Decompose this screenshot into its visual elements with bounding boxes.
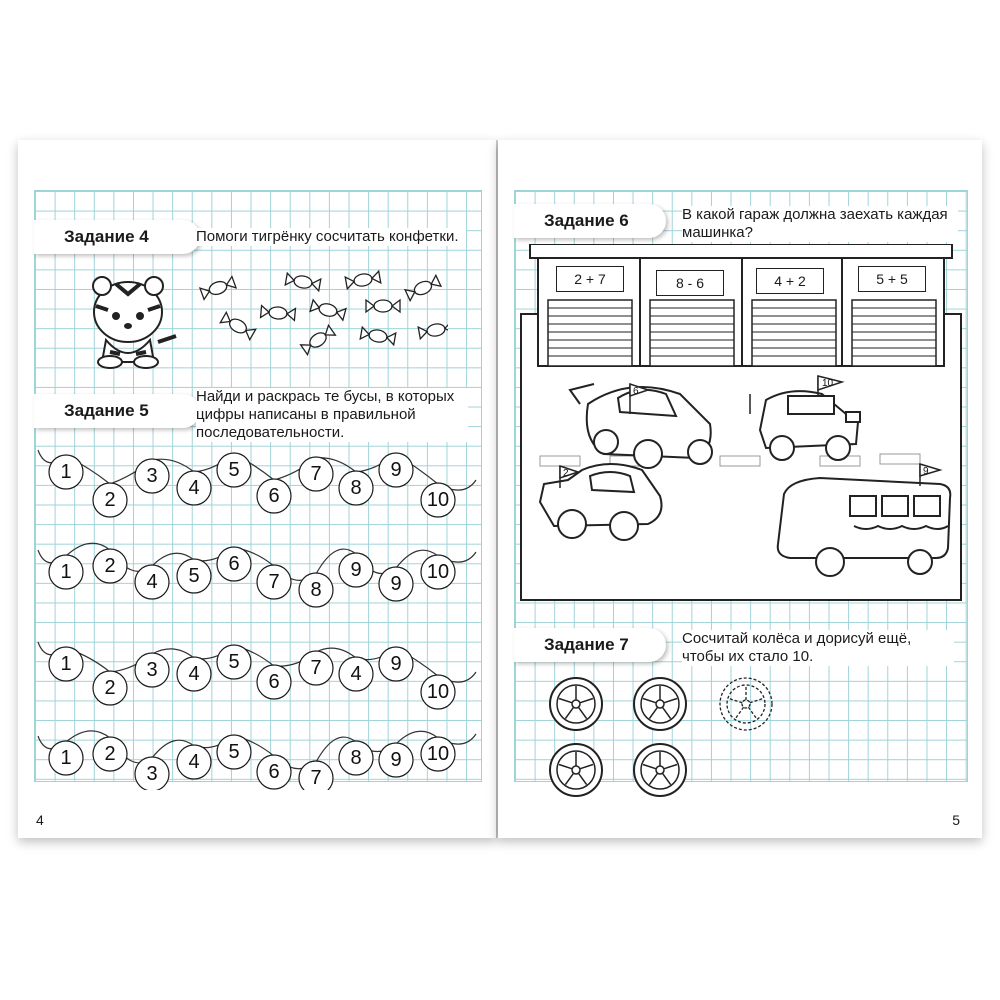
wheel-icon bbox=[634, 678, 686, 730]
bead-number: 4 bbox=[188, 663, 200, 685]
bead-number: 4 bbox=[146, 571, 158, 593]
bead-number: 1 bbox=[60, 653, 72, 675]
car-flag-3: 2 bbox=[563, 468, 569, 479]
bead[interactable] bbox=[177, 559, 211, 593]
bead-number: 8 bbox=[310, 579, 322, 601]
bead-number: 7 bbox=[310, 657, 322, 679]
wheels-illustration bbox=[548, 674, 788, 800]
bead[interactable] bbox=[257, 755, 291, 789]
garage-3-sign: 4 + 2 bbox=[756, 268, 824, 294]
bead[interactable] bbox=[49, 455, 83, 489]
tiger-cub-illustration bbox=[76, 270, 186, 370]
bead[interactable] bbox=[299, 761, 333, 790]
bead[interactable] bbox=[49, 647, 83, 681]
bead[interactable] bbox=[379, 567, 413, 601]
bead-number: 10 bbox=[426, 489, 450, 511]
bead[interactable] bbox=[421, 675, 455, 709]
bead-number: 5 bbox=[228, 459, 240, 481]
bead[interactable] bbox=[217, 547, 251, 581]
bead-number: 9 bbox=[350, 559, 362, 581]
bead[interactable] bbox=[177, 471, 211, 505]
bead-number: 4 bbox=[188, 751, 200, 773]
bead-number: 1 bbox=[60, 461, 72, 483]
bead[interactable] bbox=[135, 653, 169, 687]
bead[interactable] bbox=[339, 553, 373, 587]
left-page bbox=[18, 140, 496, 838]
bead-number: 4 bbox=[350, 663, 362, 685]
bead-number: 3 bbox=[146, 763, 158, 785]
bead[interactable] bbox=[257, 479, 291, 513]
bead-number: 5 bbox=[188, 565, 200, 587]
bead-number: 7 bbox=[310, 463, 322, 485]
bead-strings bbox=[18, 440, 496, 790]
bead[interactable] bbox=[49, 555, 83, 589]
bead[interactable] bbox=[421, 483, 455, 517]
garage-4-sign: 5 + 5 bbox=[858, 266, 926, 292]
bead-number: 10 bbox=[426, 743, 450, 765]
bead[interactable] bbox=[299, 573, 333, 607]
car-flag-1: 6 bbox=[633, 386, 639, 397]
bead-number: 5 bbox=[228, 741, 240, 763]
bead[interactable] bbox=[93, 671, 127, 705]
task5-text: Найди и раскрась те бусы, в которых цифры написаны в правильной последовательности. bbox=[196, 388, 468, 442]
bead[interactable] bbox=[339, 471, 373, 505]
task6-label: Задание 6 bbox=[514, 204, 666, 238]
bead[interactable] bbox=[257, 665, 291, 699]
bead[interactable] bbox=[421, 555, 455, 589]
bead-number: 1 bbox=[60, 747, 72, 769]
bead[interactable] bbox=[379, 647, 413, 681]
garage-scene bbox=[520, 244, 962, 602]
bead[interactable] bbox=[379, 743, 413, 777]
task7-label: Задание 7 bbox=[514, 628, 666, 662]
bead-number: 9 bbox=[390, 573, 402, 595]
bead-number: 6 bbox=[268, 671, 280, 693]
bead[interactable] bbox=[299, 651, 333, 685]
bead-number: 9 bbox=[390, 459, 402, 481]
dotted-wheel-icon bbox=[720, 678, 772, 730]
bead-number: 4 bbox=[188, 477, 200, 499]
car-flag-4: 9 bbox=[923, 466, 929, 477]
bead[interactable] bbox=[177, 657, 211, 691]
bead[interactable] bbox=[135, 757, 169, 790]
bead-number: 7 bbox=[310, 767, 322, 789]
bead[interactable] bbox=[421, 737, 455, 771]
bead[interactable] bbox=[217, 735, 251, 769]
car-flag-2: 10 bbox=[822, 378, 834, 389]
bead[interactable] bbox=[217, 453, 251, 487]
bead-number: 6 bbox=[268, 485, 280, 507]
bead[interactable] bbox=[49, 741, 83, 775]
page-number-left: 4 bbox=[36, 812, 44, 828]
bead[interactable] bbox=[299, 457, 333, 491]
bead-number: 3 bbox=[146, 465, 158, 487]
page-number-right: 5 bbox=[952, 812, 960, 828]
task4-label: Задание 4 bbox=[34, 220, 200, 254]
bead-number: 9 bbox=[390, 653, 402, 675]
bead-number: 6 bbox=[228, 553, 240, 575]
bead-number: 3 bbox=[146, 659, 158, 681]
wheel-icon bbox=[550, 678, 602, 730]
bead-number: 8 bbox=[350, 477, 362, 499]
bead-number: 2 bbox=[104, 555, 116, 577]
bead-number: 6 bbox=[268, 761, 280, 783]
bead-number: 2 bbox=[104, 677, 116, 699]
task5-label: Задание 5 bbox=[34, 394, 200, 428]
task6-text: В какой гараж должна заехать каждая машинка? bbox=[682, 206, 958, 242]
bead-number: 7 bbox=[268, 571, 280, 593]
bead-number: 1 bbox=[60, 561, 72, 583]
bead[interactable] bbox=[135, 459, 169, 493]
candies-illustration bbox=[198, 268, 448, 358]
wheel-icon bbox=[550, 744, 602, 796]
bead[interactable] bbox=[135, 565, 169, 599]
bead-number: 9 bbox=[390, 749, 402, 771]
bead[interactable] bbox=[339, 741, 373, 775]
bead[interactable] bbox=[217, 645, 251, 679]
right-page bbox=[498, 140, 982, 838]
bead-number: 10 bbox=[426, 561, 450, 583]
wheel-icon bbox=[634, 744, 686, 796]
garage-2-sign: 8 - 6 bbox=[656, 270, 724, 296]
bead-number: 5 bbox=[228, 651, 240, 673]
bead[interactable] bbox=[339, 657, 373, 691]
bead[interactable] bbox=[93, 483, 127, 517]
bead-number: 2 bbox=[104, 743, 116, 765]
bead-number: 8 bbox=[350, 747, 362, 769]
bead-number: 2 bbox=[104, 489, 116, 511]
bead[interactable] bbox=[177, 745, 211, 779]
bead[interactable] bbox=[379, 453, 413, 487]
task7-text: Сосчитай колёса и дорисуй ещё, чтобы их стало 10. bbox=[682, 630, 954, 666]
bead[interactable] bbox=[93, 737, 127, 771]
bead-number: 10 bbox=[426, 681, 450, 703]
bead[interactable] bbox=[257, 565, 291, 599]
bead[interactable] bbox=[93, 549, 127, 583]
task4-text: Помоги тигрёнку сосчитать конфетки. bbox=[196, 228, 466, 246]
garage-1-sign: 2 + 7 bbox=[556, 266, 624, 292]
